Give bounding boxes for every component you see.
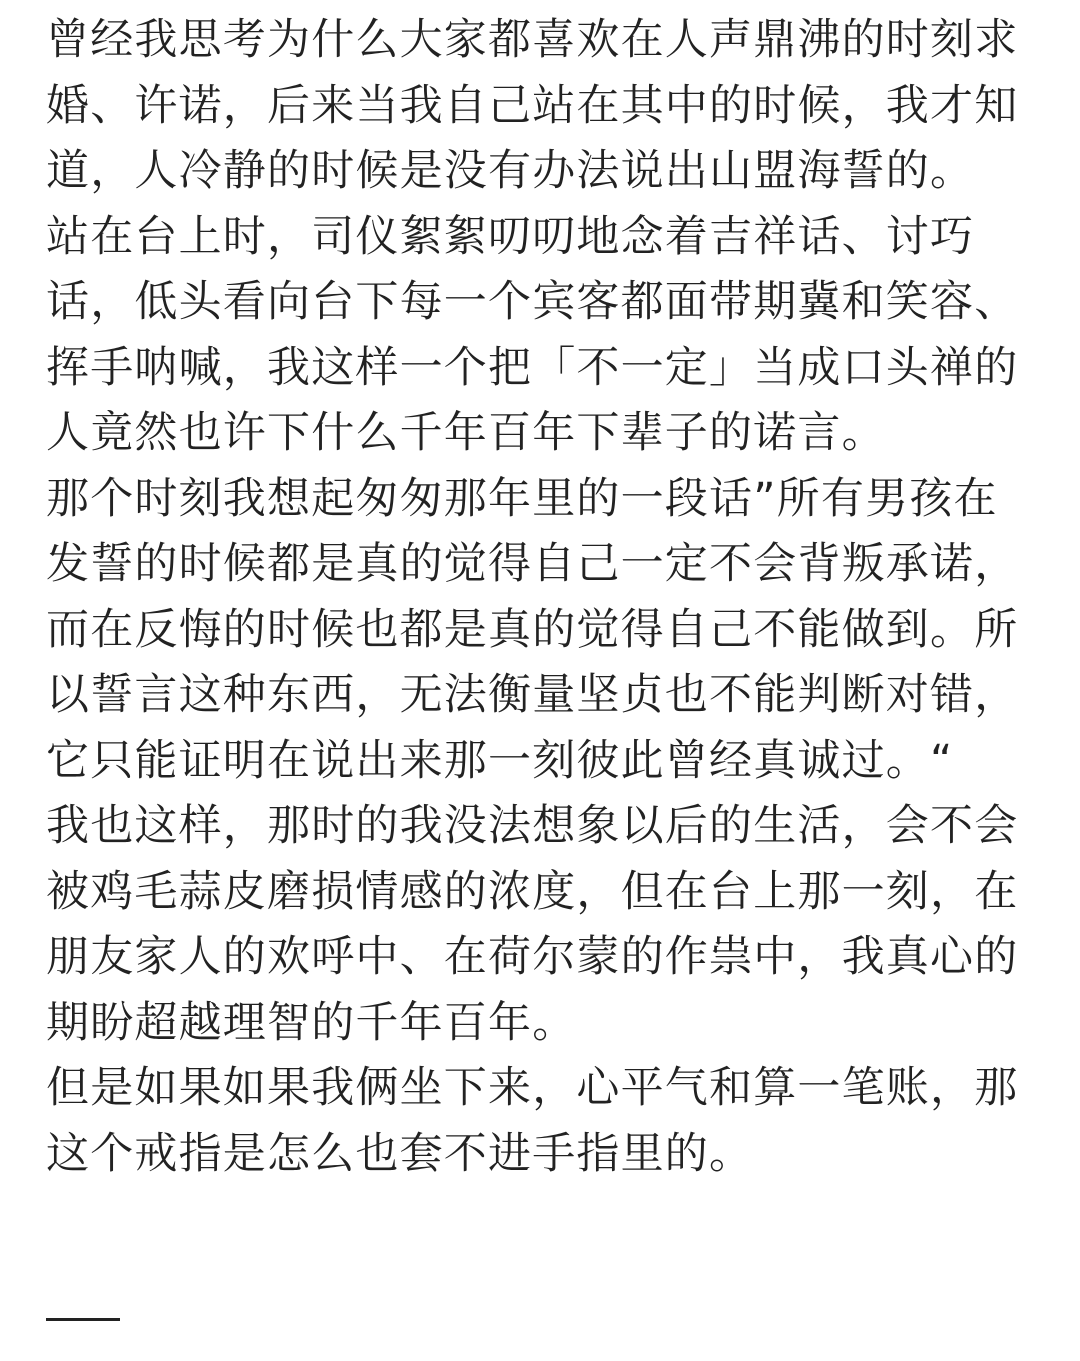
article-body [46, 8, 1046, 1187]
trailing-dash-divider [46, 1318, 120, 1321]
text-line-12: 它只能证明在说出来那一刻彼此曾经真诚过。“ [46, 735, 954, 786]
text-line-3: 道，人冷静的时候是没有办法说出山盟海誓的。 [46, 146, 975, 196]
text-line-6: 挥手呐喊，我这样一个把「不一定」当成口头禅的 [46, 342, 1019, 393]
text-line-1: 曾经我思考为什么大家都喜欢在人声鼎沸的时刻求 [46, 15, 1019, 65]
text-line-18: 这个戒指是怎么也套不进手指里的。 [46, 1128, 754, 1179]
text-line-14: 被鸡毛蒜皮磨损情感的浓度，但在台上那一刻，在 [46, 866, 1019, 917]
text-line-11: 以誓言这种东西，无法衡量坚贞也不能判断对错， [46, 670, 1019, 720]
text-line-16: 期盼超越理智的千年百年。 [46, 997, 577, 1048]
text-line-5: 话，低头看向台下每一个宾客都面带期冀和笑容、 [46, 277, 1019, 327]
text-line-7: 人竟然也许下什么千年百年下辈子的诺言。 [46, 408, 886, 458]
text-line-4: 站在台上时，司仪絮絮叨叨地念着吉祥话、讨巧 [46, 211, 975, 262]
text-line-2: 婚、许诺，后来当我自己站在其中的时候，我才知 [46, 80, 1019, 131]
text-line-15: 朋友家人的欢呼中、在荷尔蒙的作祟中，我真心的 [46, 932, 1019, 982]
text-line-9: 发誓的时候都是真的觉得自己一定不会背叛承诺， [46, 539, 1019, 589]
text-line-8: 那个时刻我想起匆匆那年里的一段话”所有男孩在 [46, 473, 998, 524]
text-line-17: 但是如果如果我俩坐下来，心平气和算一笔账，那 [46, 1063, 1019, 1113]
text-line-13: 我也这样，那时的我没法想象以后的生活，会不会 [46, 801, 1019, 851]
text-line-10: 而在反悔的时候也都是真的觉得自己不能做到。所 [46, 604, 1019, 655]
